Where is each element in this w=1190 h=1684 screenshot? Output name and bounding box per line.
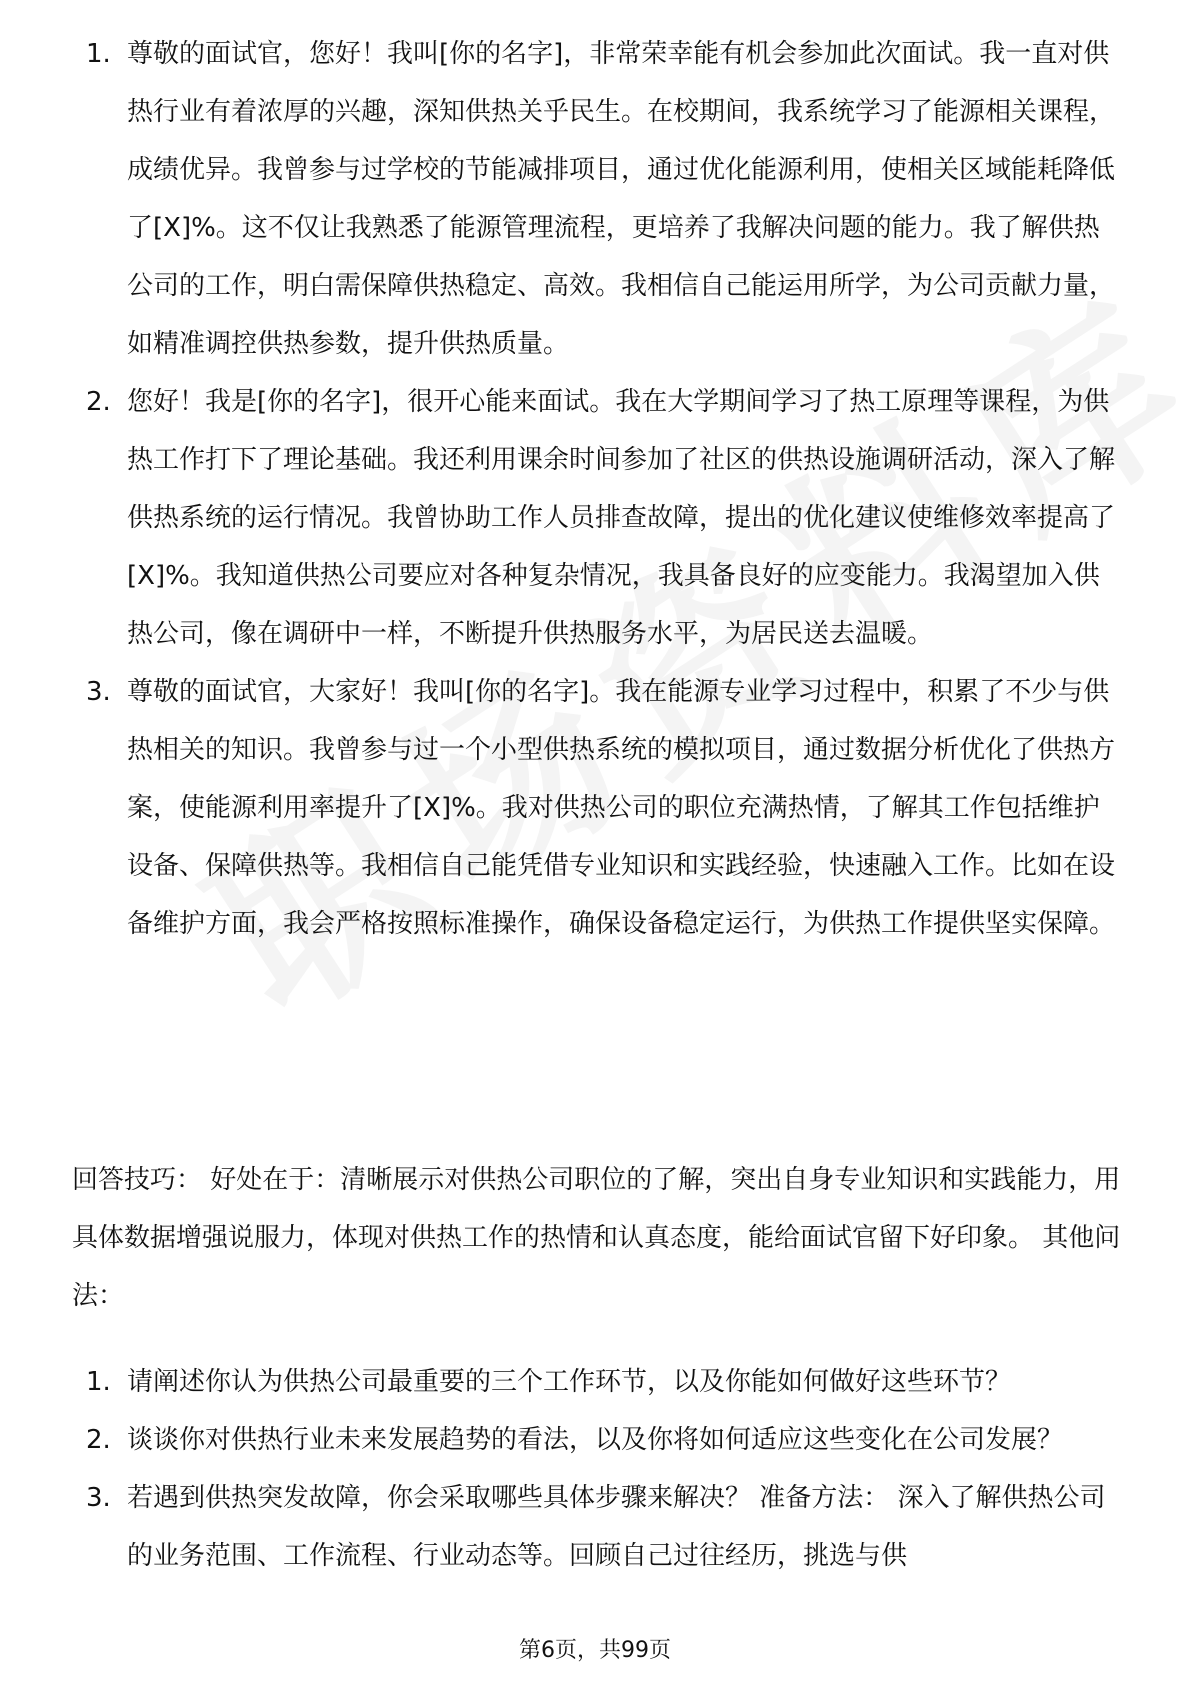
list-item — [0, 1411, 1190, 1469]
list-item — [0, 1469, 1190, 1585]
list-item — [0, 1353, 1190, 1411]
list-item-text: 尊敬的面试官，您好！我叫[你的名字]，非常荣幸能有机会参加此次面试。我一直对供热行业有着浓厚的兴趣，深知供热关乎民生。在校期间，我系统学习了能源相关课程，成绩优异。我曾参与过学校的节能减排项目，通过优化能源利用，使相关区域能耗降低了[X]%。这不仅让我熟悉了能源管理流程，更培养了我解决问题的能力。我了解供热公司的工作，明白需保障供热稳定、高效。我相信自己能运用所学，为公司贡献力量，如精准调控供热参数，提升供热质量。 — [127, 39, 1116, 359]
list-item-number: 1. — [86, 39, 111, 69]
page-number-footer: 第6页，共99页 — [519, 1638, 671, 1663]
list-item-number: 3. — [86, 677, 111, 707]
list-item-number: 2. — [86, 387, 111, 417]
list-item-number: 2. — [86, 1425, 111, 1455]
sample-answers-list — [0, 25, 1190, 953]
list-item-text: 您好！我是[你的名字]，很开心能来面试。我在大学期间学习了热工原理等课程，为供热工作打下了理论基础。我还利用课余时间参加了社区的供热设施调研活动，深入了解供热系统的运行情况。我曾协助工作人员排查故障，提出的优化建议使维修效率提高了[X]%。我知道供热公司要应对各种复杂情况，我具备良好的应变能力。我渴望加入供热公司，像在调研中一样，不断提升供热服务水平，为居民送去温暖。 — [127, 387, 1116, 649]
list-item-text: 尊敬的面试官，大家好！我叫[你的名字]。我在能源专业学习过程中，积累了不少与供热相关的知识。我曾参与过一个小型供热系统的模拟项目，通过数据分析优化了供热方案，使能源利用率提升了[X]%。我对供热公司的职位充满热情，了解其工作包括维护设备、保障供热等。我相信自己能凭借专业知识和实践经验，快速融入工作。比如在设备维护方面，我会严格按照标准操作，确保设备稳定运行，为供热工作提供坚实保障。 — [127, 677, 1116, 939]
list-item — [0, 25, 1190, 373]
list-item-text: 请阐述你认为供热公司最重要的三个工作环节，以及你能如何做好这些环节？ — [127, 1367, 1012, 1397]
list-item — [0, 663, 1190, 953]
list-item-text: 谈谈你对供热行业未来发展趋势的看法，以及你将如何适应这些变化在公司发展？ — [127, 1425, 1064, 1455]
other-questions-list — [0, 1353, 1190, 1585]
list-item-number: 1. — [86, 1367, 111, 1397]
answer-tips-paragraph: 回答技巧： 好处在于：清晰展示对供热公司职位的了解，突出自身专业知识和实践能力，用具体数据增强说服力，体现对供热工作的热情和认真态度，能给面试官留下好印象。 其他问法： — [72, 1165, 1121, 1311]
list-item — [0, 373, 1190, 663]
list-item-text: 若遇到供热突发故障，你会采取哪些具体步骤来解决？ 准备方法： 深入了解供热公司的业务范围、工作流程、行业动态等。回顾自己过往经历，挑选与供 — [127, 1483, 1106, 1571]
list-item-number: 3. — [86, 1483, 111, 1513]
